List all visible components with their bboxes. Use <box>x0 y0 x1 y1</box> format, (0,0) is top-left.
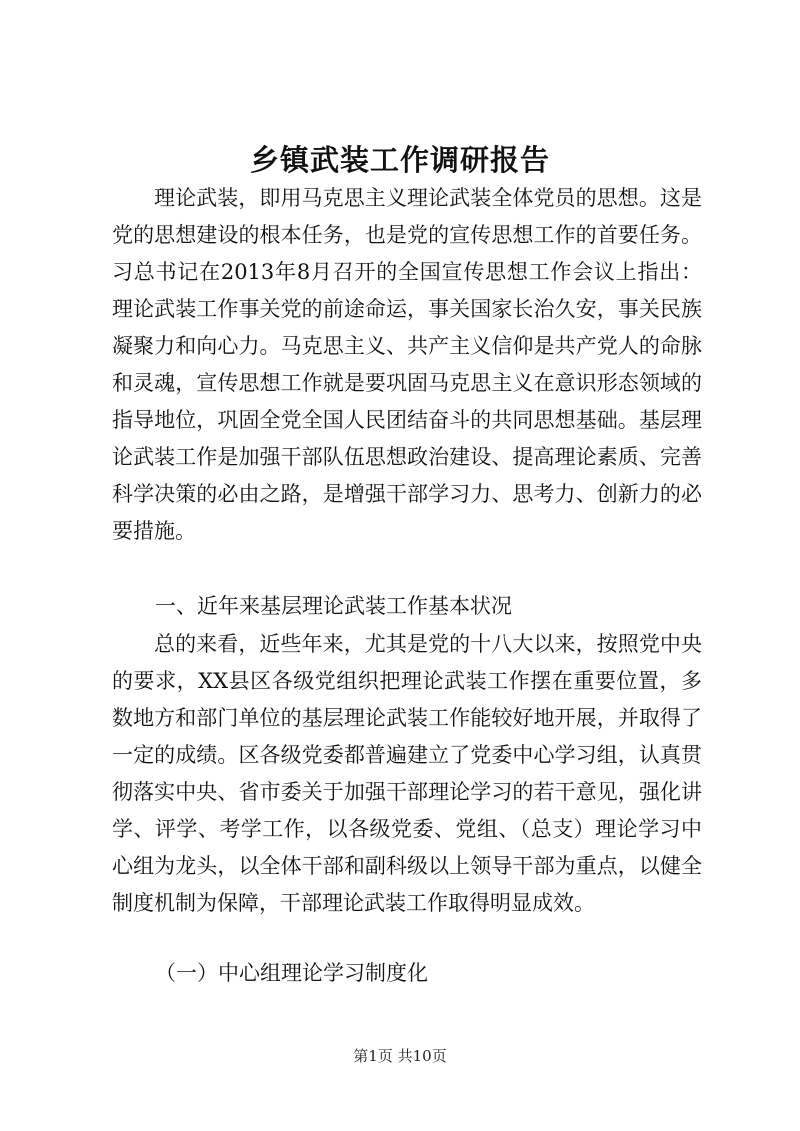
document-title: 乡镇武装工作调研报告 <box>249 143 550 177</box>
paragraph-intro: 理论武装，即用马克思主义理论武装全体党员的思想。这是党的思想建设的根本任务，也是党的宣传思想工作的首要任务。习总书记在2013年8月召开的全国宣传思想工作会议上指出：理论武装工作事关党的前途命运，事关国家长治久安，事关民族凝聚力和向心力。马克思主义、共产主义信仰是共产党人的命脉和灵魂，宣传思想工作就是要巩固马克思主义在意识形态领域的指导地位，巩固全党全国人民团结奋斗的共同思想基础。基层理论武装工作是加强干部队伍思想政治建设、提高理论素质、完善科学决策的必由之路，是增强干部学习力、思考力、创新力的必要措施。 <box>112 186 702 543</box>
section-heading-2: （一）中心组理论学习制度化 <box>155 961 428 985</box>
page-footer: 第1页 共10页 <box>353 1047 447 1065</box>
section-heading-1: 一、近年来基层理论武装工作基本状况 <box>155 594 512 618</box>
paragraph-overview: 总的来看，近些年来，尤其是党的十八大以来，按照党中央的要求，XX县区各级党组织把理论武装工作摆在重要位置，多数地方和部门单位的基层理论武装工作能较好地开展，并取得了一定的成绩。区各级党委都普遍建立了党委中心学习组，认真贯彻落实中央、省市委关于加强干部理论学习的若干意见，强化讲学、评学、考学工作，以各级党委、党组、（总支）理论学习中心组为龙头，以全体干部和副科级以上领导干部为重点，以健全制度机制为保障，干部理论武装工作取得明显成效。 <box>112 632 702 915</box>
